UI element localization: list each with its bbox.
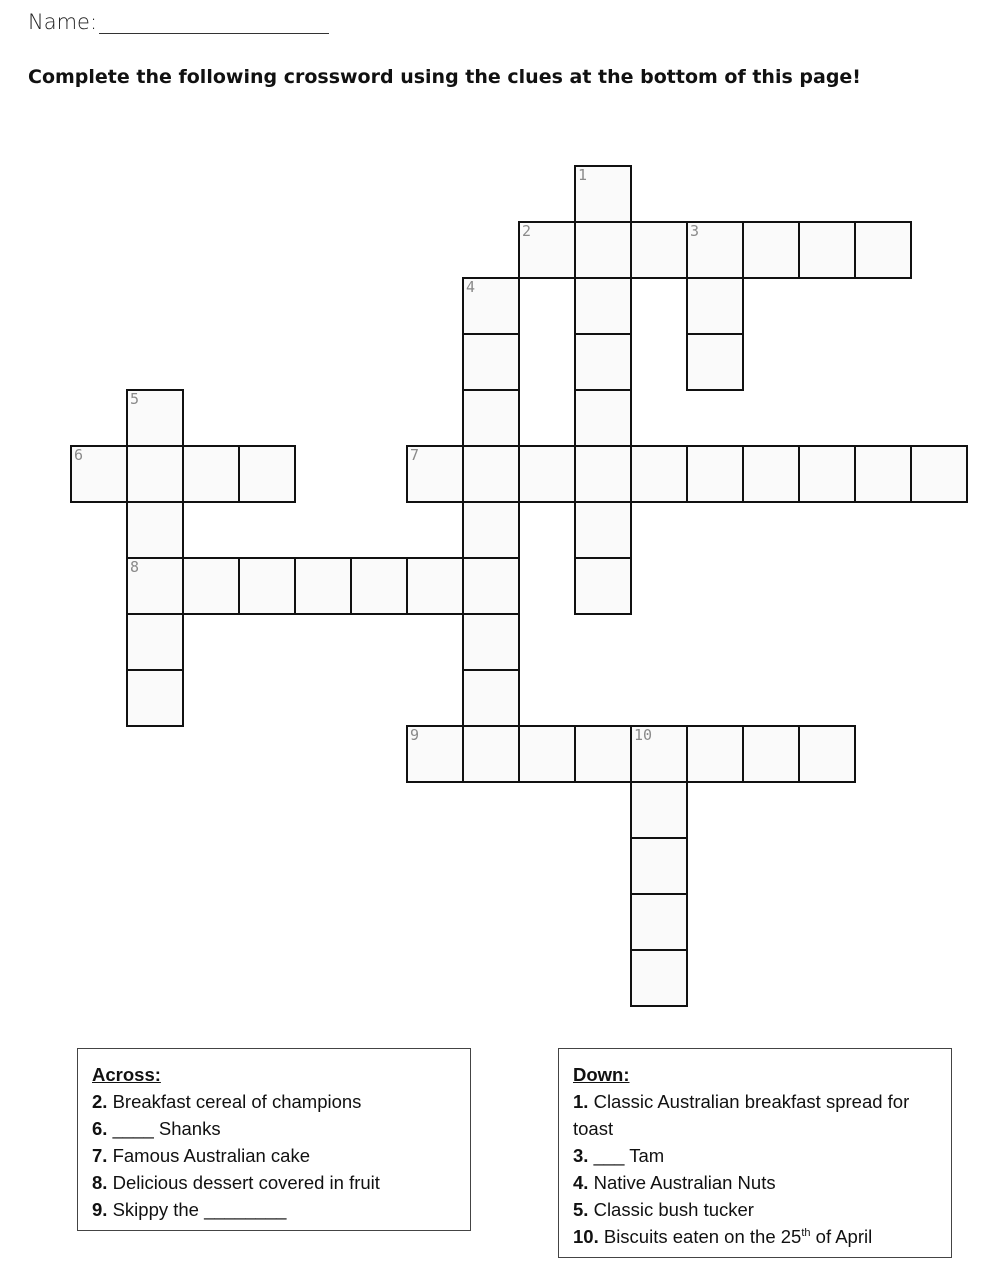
crossword-cell[interactable] [462,333,520,391]
clue-text-tail: of April [810,1226,873,1247]
crossword-cell[interactable] [126,613,184,671]
clue-number: 6. [92,1118,108,1139]
ordinal-suffix: th [801,1226,811,1239]
clue-number-label: 3 [690,222,700,240]
crossword-cell[interactable] [574,277,632,335]
name-label: Name: [28,10,98,34]
clue-number-label: 10 [634,726,653,744]
crossword-cell[interactable] [182,445,240,503]
crossword-cell[interactable] [238,445,296,503]
crossword-cell[interactable] [126,501,184,559]
across-heading: Across: [92,1064,161,1085]
crossword-cell[interactable] [574,165,632,223]
clue-number-label: 8 [130,558,140,576]
crossword-cell[interactable] [574,221,632,279]
crossword-cell[interactable] [630,781,688,839]
crossword-cell[interactable] [742,221,800,279]
crossword-cell[interactable] [126,389,184,447]
down-clue [573,1142,937,1169]
crossword-cell[interactable] [798,221,856,279]
crossword-cell[interactable] [70,445,128,503]
down-heading: Down: [573,1064,630,1085]
crossword-cell[interactable] [462,557,520,615]
crossword-cell[interactable] [630,725,688,783]
crossword-cell[interactable] [910,445,968,503]
down-clue [573,1196,937,1223]
down-clue [573,1223,937,1250]
crossword-cell[interactable] [798,725,856,783]
crossword-cell[interactable] [686,221,744,279]
clue-number-label: 4 [466,278,476,296]
crossword-cell[interactable] [182,557,240,615]
clue-number: 10. [573,1226,599,1247]
crossword-cell[interactable] [686,333,744,391]
clue-number-label: 7 [410,446,420,464]
crossword-cell[interactable] [686,725,744,783]
clue-number-label: 2 [522,222,532,240]
down-clue-continuation [573,1115,937,1142]
clue-number: 8. [92,1172,108,1193]
crossword-cell[interactable] [574,501,632,559]
crossword-cell[interactable] [350,557,408,615]
crossword-cell[interactable] [462,277,520,335]
clue-text: ___ Tam [593,1145,665,1166]
crossword-cell[interactable] [574,333,632,391]
crossword-cell[interactable] [798,445,856,503]
across-clues-box [77,1048,471,1231]
crossword-cell[interactable] [574,557,632,615]
across-clue [92,1115,456,1142]
crossword-cell[interactable] [462,445,520,503]
clue-number: 9. [92,1199,108,1220]
clue-number: 4. [573,1172,589,1193]
crossword-cell[interactable] [686,445,744,503]
down-clue [573,1169,937,1196]
clue-text: Native Australian Nuts [593,1172,776,1193]
clue-text: Biscuits eaten on the 25 [603,1226,802,1247]
clue-number-label: 1 [578,166,588,184]
crossword-cell[interactable] [630,445,688,503]
clue-text: Delicious dessert covered in fruit [112,1172,380,1193]
crossword-cell[interactable] [630,949,688,1007]
crossword-cell[interactable] [406,445,464,503]
crossword-cell[interactable] [462,613,520,671]
clue-number: 2. [92,1091,108,1112]
clue-text: Breakfast cereal of champions [112,1091,362,1112]
crossword-cell[interactable] [630,893,688,951]
crossword-cell[interactable] [238,557,296,615]
clue-text: Classic bush tucker [593,1199,754,1220]
crossword-cell[interactable] [294,557,352,615]
crossword-cell[interactable] [126,445,184,503]
crossword-cell[interactable] [574,389,632,447]
instructions-heading: Complete the following crossword using the clues at the bottom of this page! [28,66,861,88]
crossword-cell[interactable] [462,389,520,447]
crossword-cell[interactable] [518,221,576,279]
across-clue [92,1196,456,1223]
across-clue [92,1169,456,1196]
clue-text: Famous Australian cake [112,1145,311,1166]
crossword-cell[interactable] [686,277,744,335]
down-clue [573,1088,937,1115]
clue-number-label: 5 [130,390,140,408]
crossword-cell[interactable] [630,837,688,895]
crossword-cell[interactable] [742,445,800,503]
crossword-cell[interactable] [462,669,520,727]
crossword-cell[interactable] [406,725,464,783]
clue-text: Classic Australian breakfast spread for [593,1091,910,1112]
crossword-cell[interactable] [574,445,632,503]
across-clue [92,1142,456,1169]
crossword-cell[interactable] [854,221,912,279]
clue-number: 1. [573,1091,589,1112]
crossword-cell[interactable] [126,669,184,727]
clue-text: toast [573,1118,614,1139]
clue-number: 5. [573,1199,589,1220]
crossword-cell[interactable] [742,725,800,783]
clue-number: 3. [573,1145,589,1166]
crossword-cell[interactable] [462,725,520,783]
clue-text: Skippy the ________ [112,1199,287,1220]
across-clue [92,1088,456,1115]
crossword-cell[interactable] [126,557,184,615]
crossword-cell[interactable] [518,725,576,783]
clue-number-label: 6 [74,446,84,464]
crossword-cell[interactable] [630,221,688,279]
clue-number: 7. [92,1145,108,1166]
crossword-cell[interactable] [854,445,912,503]
clue-number-label: 9 [410,726,420,744]
crossword-cell[interactable] [574,725,632,783]
crossword-cell[interactable] [462,501,520,559]
crossword-cell[interactable] [518,445,576,503]
down-clues-box [558,1048,952,1258]
clue-text: ____ Shanks [112,1118,221,1139]
crossword-cell[interactable] [406,557,464,615]
